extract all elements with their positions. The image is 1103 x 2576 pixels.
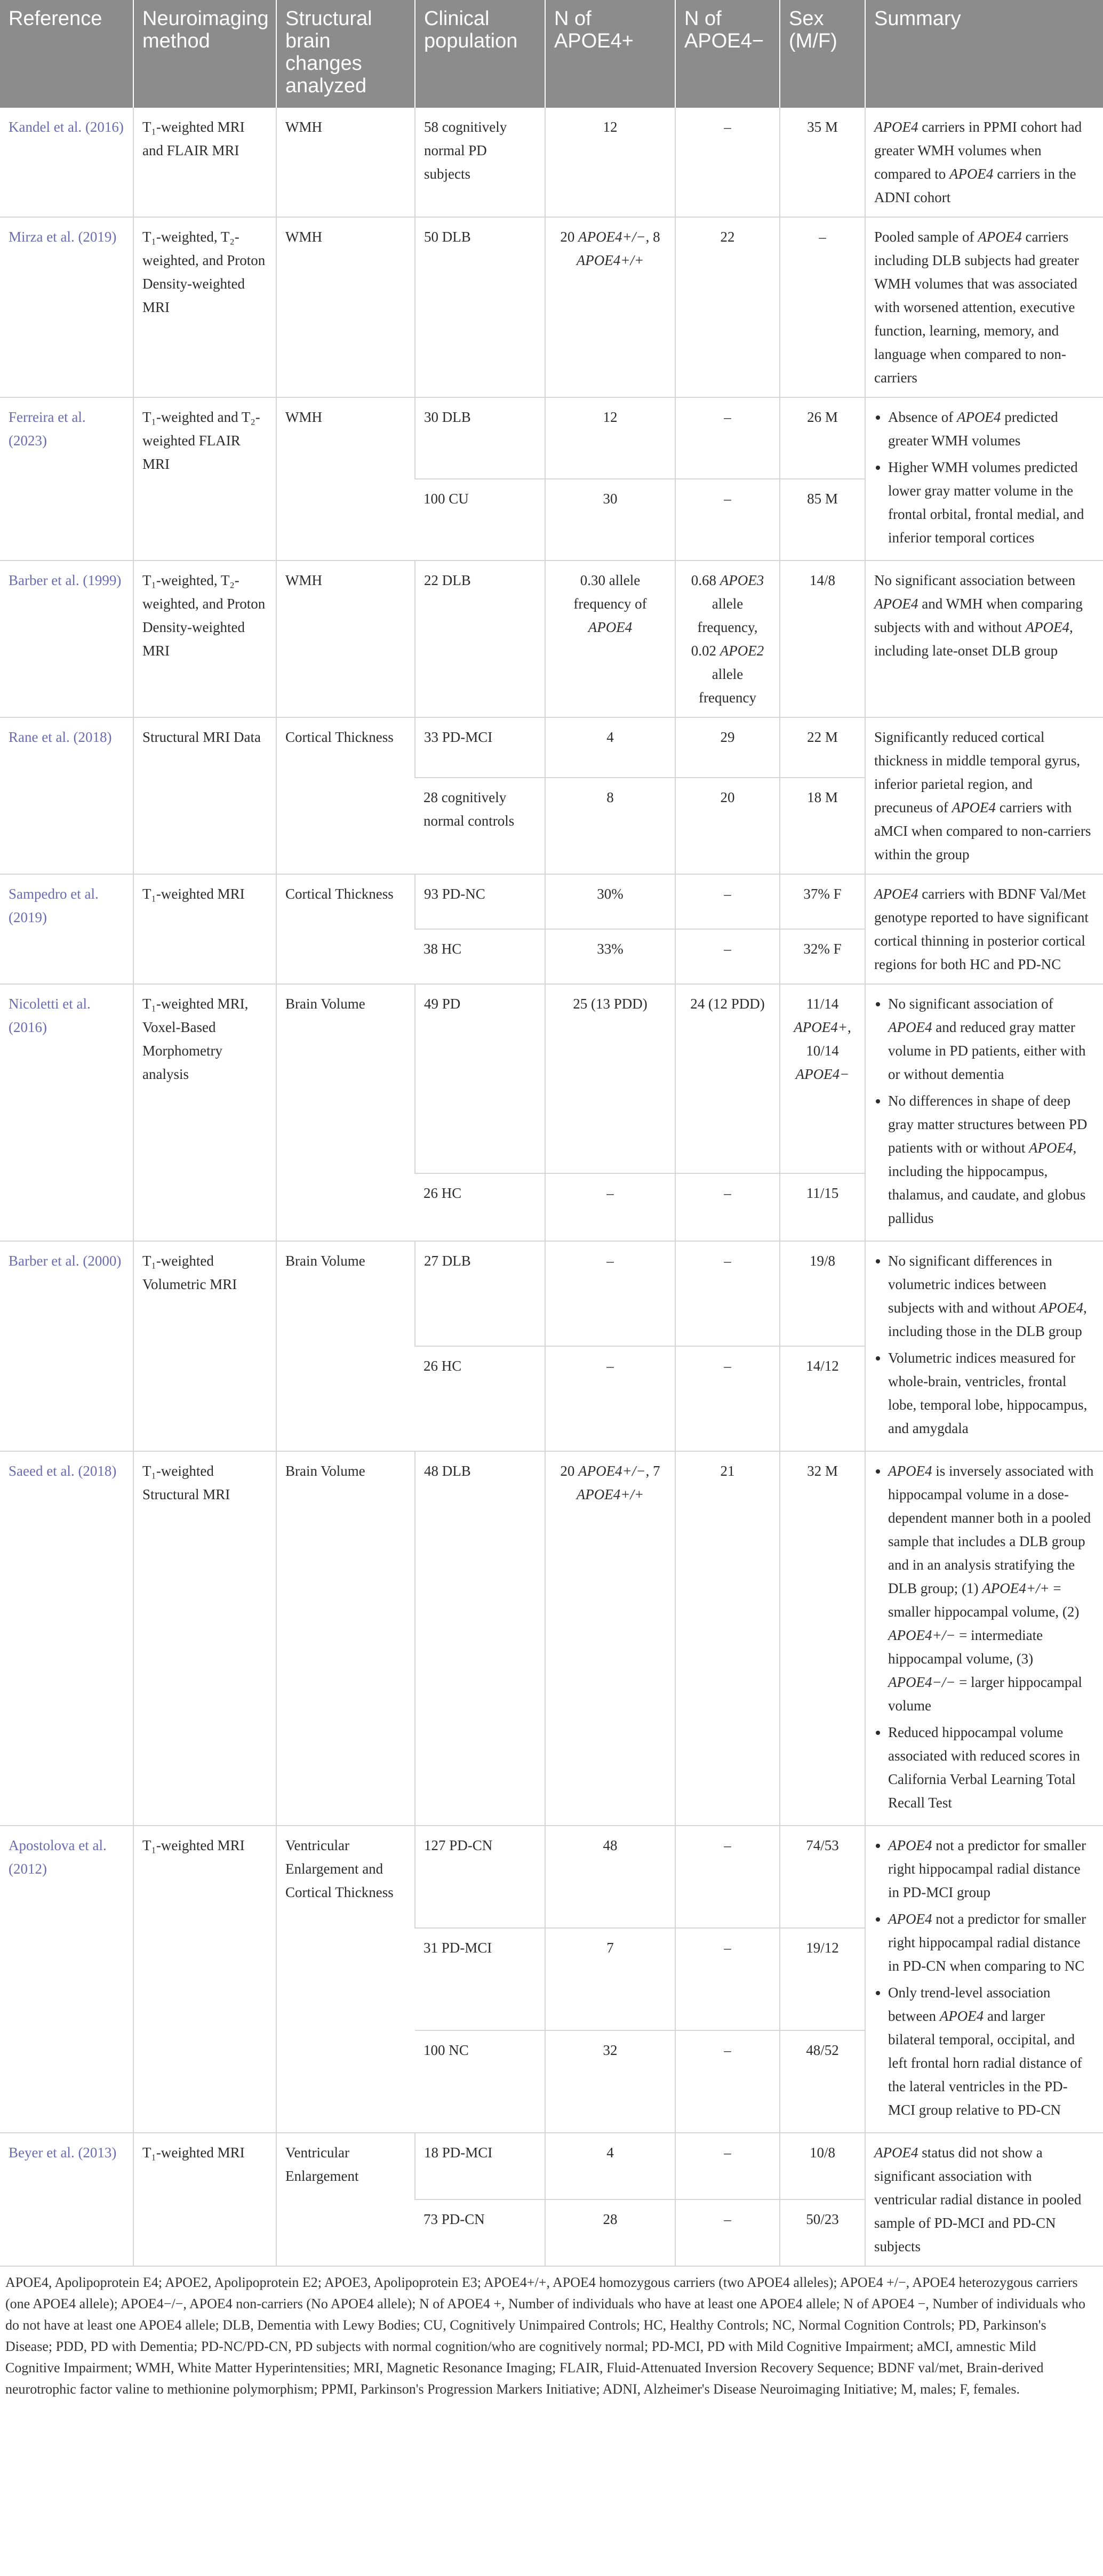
apoe4-neg-cell: – — [675, 929, 780, 984]
table-row — [0, 561, 1103, 717]
reference-cell: Mirza et al. (2019) — [0, 217, 133, 397]
reference-cell: Sampedro et al. (2019) — [0, 874, 133, 984]
method-cell: T₁-weighted MRI, Voxel-Based Morphometry analysis — [133, 984, 276, 1241]
apoe4-pos-cell: 30% — [545, 874, 675, 929]
population-cell: 58 cognitively normal PD subjects — [415, 108, 545, 217]
population-cell: 38 HC — [415, 929, 545, 984]
apoe4-pos-cell: 12 — [545, 397, 675, 479]
table-body — [0, 108, 1103, 2266]
apoe4-neg-cell: – — [675, 108, 780, 217]
apoe4-neg-cell: – — [675, 874, 780, 929]
sex-cell: 22 M — [780, 717, 865, 778]
summary-cell: APOE4 status did not show a significant association with ventricular radial distance in pooled sample of PD-MCI and PD-CN subjects — [865, 2133, 1103, 2266]
header-sex: Sex (M/F) — [780, 0, 865, 108]
method-cell: T₁-weighted MRI — [133, 874, 276, 984]
apoe4-pos-cell: 20 APOE4+/−, 8 APOE4+/+ — [545, 217, 675, 397]
reference-cell: Barber et al. (2000) — [0, 1241, 133, 1451]
sex-cell: 32% F — [780, 929, 865, 984]
summary-bullet: • No differences in shape of deep gray matter structures between PD patients with or without APOE4, including the hippocampus, thalamus, and caudate, and globus pallidus — [888, 1089, 1094, 1230]
reference-cell: Beyer et al. (2013) — [0, 2133, 133, 2266]
changes-cell: Ventricular Enlargement and Cortical Thickness — [276, 1826, 415, 2133]
apoe4-pos-cell: 7 — [545, 1928, 675, 2030]
header-method: Neuroimaging method — [133, 0, 276, 108]
summary-bullet: • Higher WMH volumes predicted lower gray matter volume in the frontal orbital, frontal medial, and inferior temporal cortices — [888, 455, 1094, 549]
header-population: Clinical population — [415, 0, 545, 108]
table-row — [0, 217, 1103, 397]
summary-cell: Pooled sample of APOE4 carriers including DLB subjects had greater WMH volumes that was associated with worsened attention, executive function, learning, memory, and language when compared to non-carriers — [865, 217, 1103, 397]
summary-cell: Significantly reduced cortical thickness in middle temporal gyrus, inferior parietal region, and precuneus of APOE4 carriers with aMCI when compared to non-carriers within the group — [865, 717, 1103, 874]
summary-bullet: • APOE4 is inversely associated with hippocampal volume in a dose-dependent manner both in a pooled sample that includes a DLB group and in an analysis stratifying the DLB group; (1) APOE4+/+ = smaller hippocampal volume, (2) APOE4+/− = intermediate hippocampal volume, (3) APOE4−/− = larger hippocampal volume — [888, 1459, 1094, 1717]
population-cell: 100 NC — [415, 2030, 545, 2133]
apoe4-pos-cell: 48 — [545, 1826, 675, 1928]
method-cell: T₁-weighted and T₂-weighted FLAIR MRI — [133, 397, 276, 561]
apoe4-pos-cell: 8 — [545, 778, 675, 874]
summary-bullet: • APOE4 not a predictor for smaller right hippocampal radial distance in PD-MCI group — [888, 1834, 1094, 1904]
sex-cell: 14/12 — [780, 1346, 865, 1451]
method-cell: T₁-weighted MRI — [133, 2133, 276, 2266]
population-cell: 30 DLB — [415, 397, 545, 479]
summary-cell — [865, 1826, 1103, 2133]
apoe4-neg-cell: 21 — [675, 1451, 780, 1826]
method-cell: T₁-weighted MRI and FLAIR MRI — [133, 108, 276, 217]
summary-cell: APOE4 carriers in PPMI cohort had greater WMH volumes when compared to APOE4 carriers in the ADNI cohort — [865, 108, 1103, 217]
table-row — [0, 1241, 1103, 1346]
apoe4-pos-cell: 12 — [545, 108, 675, 217]
apoe4-neg-cell: 20 — [675, 778, 780, 874]
apoe4-neg-cell: – — [675, 1928, 780, 2030]
sex-cell: 85 M — [780, 479, 865, 561]
apoe4-pos-cell: – — [545, 1346, 675, 1451]
header-n-apoe4-pos: N of APOE4+ — [545, 0, 675, 108]
changes-cell: WMH — [276, 108, 415, 217]
changes-cell: Ventricular Enlargement — [276, 2133, 415, 2266]
table-row — [0, 2133, 1103, 2199]
apoe4-neg-cell: – — [675, 1826, 780, 1928]
apoe4-neg-cell: – — [675, 2199, 780, 2266]
summary-cell — [865, 1241, 1103, 1451]
apoe4-neg-cell: – — [675, 479, 780, 561]
table-row — [0, 108, 1103, 217]
header-n-apoe4-neg: N of APOE4− — [675, 0, 780, 108]
apoe4-neg-cell: 0.68 APOE3 allele frequency, 0.02 APOE2 allele frequency — [675, 561, 780, 717]
table-row — [0, 717, 1103, 778]
population-cell: 73 PD-CN — [415, 2199, 545, 2266]
summary-bullet: • APOE4 not a predictor for smaller right hippocampal radial distance in PD-CN when comparing to NC — [888, 1907, 1094, 1978]
summary-bullet: • Absence of APOE4 predicted greater WMH volumes — [888, 405, 1094, 452]
population-cell: 93 PD-NC — [415, 874, 545, 929]
sex-cell: – — [780, 217, 865, 397]
apoe4-neg-cell: 22 — [675, 217, 780, 397]
sex-cell: 19/12 — [780, 1928, 865, 2030]
sex-cell: 37% F — [780, 874, 865, 929]
sex-cell: 10/8 — [780, 2133, 865, 2199]
population-cell: 33 PD-MCI — [415, 717, 545, 778]
population-cell: 50 DLB — [415, 217, 545, 397]
population-cell: 27 DLB — [415, 1241, 545, 1346]
population-cell: 48 DLB — [415, 1451, 545, 1826]
apoe4-pos-cell: 33% — [545, 929, 675, 984]
header-summary: Summary — [865, 0, 1103, 108]
apoe4-pos-cell: 25 (13 PDD) — [545, 984, 675, 1173]
summary-cell: APOE4 carriers with BDNF Val/Met genotype reported to have significant cortical thinning in posterior cortical regions for both HC and PD-NC — [865, 874, 1103, 984]
apoe4-neg-cell: – — [675, 1241, 780, 1346]
apoe4-neg-cell: – — [675, 1346, 780, 1451]
summary-bullet: • Volumetric indices measured for whole-brain, ventricles, frontal lobe, temporal lobe, hippocampus, and amygdala — [888, 1346, 1094, 1440]
apoe4-pos-cell: 28 — [545, 2199, 675, 2266]
summary-cell: No significant association between APOE4 and WMH when comparing subjects with and without APOE4, including late-onset DLB group — [865, 561, 1103, 717]
population-cell: 22 DLB — [415, 561, 545, 717]
sex-cell: 74/53 — [780, 1826, 865, 1928]
apoe4-neg-cell: 29 — [675, 717, 780, 778]
method-cell: T₁-weighted, T₂-weighted, and Proton Density-weighted MRI — [133, 561, 276, 717]
summary-cell — [865, 397, 1103, 561]
summary-bullet: • Only trend-level association between APOE4 and larger bilateral temporal, occipital, and left frontal horn radial distance of the lateral ventricles in the PD-MCI group relative to PD-CN — [888, 1981, 1094, 2122]
population-cell: 26 HC — [415, 1173, 545, 1241]
sex-cell: 48/52 — [780, 2030, 865, 2133]
sex-cell: 50/23 — [780, 2199, 865, 2266]
population-cell: 28 cognitively normal controls — [415, 778, 545, 874]
apoe4-neg-cell: 24 (12 PDD) — [675, 984, 780, 1173]
reference-cell: Kandel et al. (2016) — [0, 108, 133, 217]
sex-cell: 14/8 — [780, 561, 865, 717]
reference-cell: Rane et al. (2018) — [0, 717, 133, 874]
population-cell: 26 HC — [415, 1346, 545, 1451]
reference-cell: Apostolova et al. (2012) — [0, 1826, 133, 2133]
sex-cell: 26 M — [780, 397, 865, 479]
sex-cell: 19/8 — [780, 1241, 865, 1346]
sex-cell: 18 M — [780, 778, 865, 874]
population-cell: 49 PD — [415, 984, 545, 1173]
header-changes: Structural brain changes analyzed — [276, 0, 415, 108]
table-row — [0, 874, 1103, 929]
reference-cell: Ferreira et al. (2023) — [0, 397, 133, 561]
sex-cell: 32 M — [780, 1451, 865, 1826]
summary-cell — [865, 1451, 1103, 1826]
table-row — [0, 397, 1103, 479]
sex-cell: 11/15 — [780, 1173, 865, 1241]
changes-cell: WMH — [276, 561, 415, 717]
population-cell: 31 PD-MCI — [415, 1928, 545, 2030]
summary-bullet: • Reduced hippocampal volume associated with reduced scores in California Verbal Learning Total Recall Test — [888, 1721, 1094, 1814]
summary-cell — [865, 984, 1103, 1241]
reference-cell: Saeed et al. (2018) — [0, 1451, 133, 1826]
table-footnote: APOE4, Apolipoprotein E4; APOE2, Apolipoprotein E2; APOE3, Apolipoprotein E3; APOE4+/+, APOE4 homozygous carriers (two APOE4 alleles); APOE4 +/−, APOE4 heterozygous carriers (one APOE4 allele); APOE4−/−, APOE4 non-carriers (No APOE4 allele); N of APOE4 +, Number of individuals who have at least one APOE4 allele; N of APOE4 −, Number of individuals who do not have at least one APOE4 allele; DLB, Dementia with Lewy Bodies; CU, Cognitively Unimpaired Controls; HC, Healthy Controls; NC, Normal Cognition Controls; PD, Parkinson's Disease; PDD, PD with Dementia; PD-NC/PD-CN, PD subjects with normal cognition/who are cognitively normal; PD-MCI, PD with Mild Cognitive Impairment; aMCI, amnestic Mild Cognitive Impairment; WMH, White Matter Hyperintensities; MRI, Magnetic Resonance Imaging; FLAIR, Fluid-Attenuated Inversion Recovery Sequence; BDNF val/met, Brain-derived neurotrophic factor valine to methionine polymorphism; PPMI, Parkinson's Progression Markers Initiative; ADNI, Alzheimer's Disease Neuroimaging Initiative; M, males; F, females. — [5, 2275, 1085, 2397]
changes-cell: WMH — [276, 397, 415, 561]
apoe4-pos-cell: 4 — [545, 2133, 675, 2199]
table-row — [0, 1826, 1103, 1928]
table-row — [0, 984, 1103, 1173]
apoe4-neg-cell: – — [675, 2030, 780, 2133]
changes-cell: WMH — [276, 217, 415, 397]
apoe4-pos-cell: 30 — [545, 479, 675, 561]
sex-cell: 35 M — [780, 108, 865, 217]
header-reference: Reference — [0, 0, 133, 108]
reference-cell: Barber et al. (1999) — [0, 561, 133, 717]
apoe4-neg-cell: – — [675, 2133, 780, 2199]
summary-bullet: • No significant differences in volumetric indices between subjects with and without APOE4, including those in the DLB group — [888, 1249, 1094, 1343]
method-cell: Structural MRI Data — [133, 717, 276, 874]
apoe4-neg-cell: – — [675, 397, 780, 479]
changes-cell: Brain Volume — [276, 1451, 415, 1826]
apoe4-neg-cell: – — [675, 1173, 780, 1241]
apoe4-pos-cell: 20 APOE4+/−, 7 APOE4+/+ — [545, 1451, 675, 1826]
apoe4-pos-cell: – — [545, 1173, 675, 1241]
sex-cell: 11/14 APOE4+, 10/14 APOE4− — [780, 984, 865, 1173]
apoe4-pos-cell: 0.30 allele frequency of APOE4 — [545, 561, 675, 717]
apoe4-pos-cell: 32 — [545, 2030, 675, 2133]
reference-cell: Nicoletti et al. (2016) — [0, 984, 133, 1241]
method-cell: T₁-weighted Volumetric MRI — [133, 1241, 276, 1451]
table-row — [0, 1451, 1103, 1826]
method-cell: T₁-weighted, T₂-weighted, and Proton Density-weighted MRI — [133, 217, 276, 397]
method-cell: T₁-weighted Structural MRI — [133, 1451, 276, 1826]
changes-cell: Brain Volume — [276, 1241, 415, 1451]
population-cell: 127 PD-CN — [415, 1826, 545, 1928]
apoe4-pos-cell: – — [545, 1241, 675, 1346]
summary-bullet: • No significant association of APOE4 and reduced gray matter volume in PD patients, either with or without dementia — [888, 992, 1094, 1086]
method-cell: T₁-weighted MRI — [133, 1826, 276, 2133]
changes-cell: Cortical Thickness — [276, 717, 415, 874]
table-header — [0, 0, 1103, 108]
changes-cell: Cortical Thickness — [276, 874, 415, 984]
population-cell: 18 PD-MCI — [415, 2133, 545, 2199]
changes-cell: Brain Volume — [276, 984, 415, 1241]
population-cell: 100 CU — [415, 479, 545, 561]
apoe4-pos-cell: 4 — [545, 717, 675, 778]
